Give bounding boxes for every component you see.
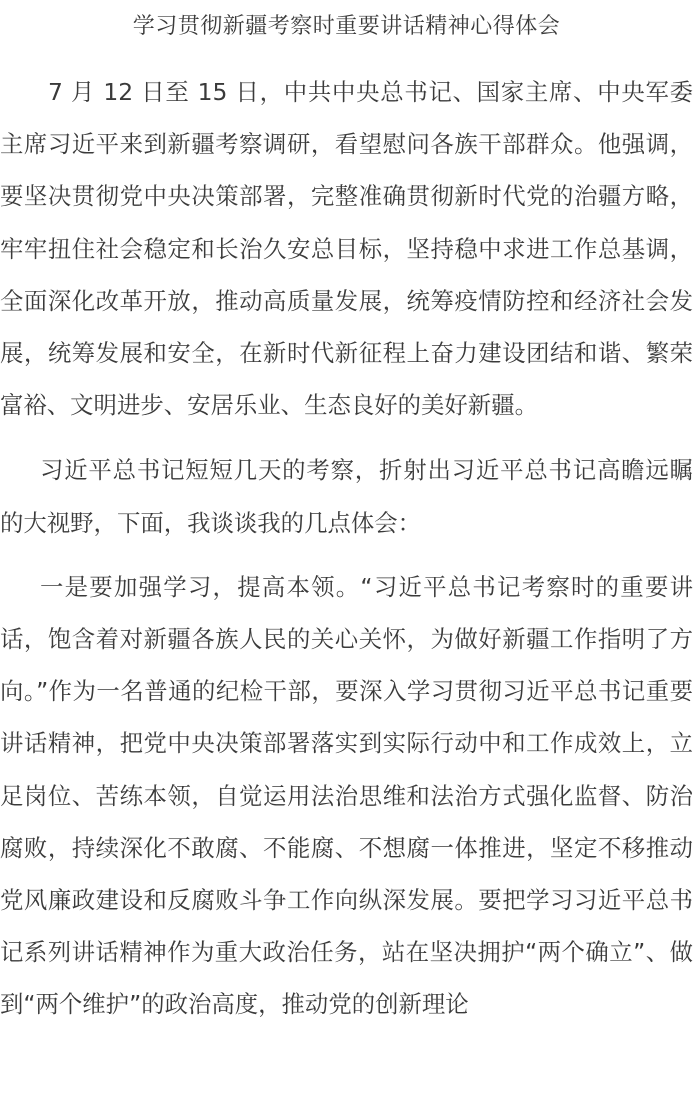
article-paragraph-3: 一是要加强学习，提高本领。“习近平总书记考察时的重要讲话，饱含着对新疆各族人民的关心关怀，为做好新疆工作指明了方向。”作为一名普通的纪检干部，要深入学习贯彻习近平总书记重要讲话精神，把党中央决策部署落实到实际行动中和工作成效上，立足岗位、苦练本领，自觉运用法治思维和法治方式强化监督、防治腐败，持续深化不敢腐、不能腐、不想腐一体推进，坚定不移推动党风廉政建设和反腐败斗争工作向纵深发展。要把学习习近平总书记系列讲话精神作为重大政治任务，站在坚决拥护“两个确立”、做到“两个维护”的政治高度，推动党的创新理论	[0, 572, 693, 1019]
article-title: 学习贯彻新疆考察时重要讲话精神心得体会	[132, 14, 561, 39]
article-paragraph-2: 习近平总书记短短几天的考察，折射出习近平总书记高瞻远瞩的大视野，下面，我谈谈我的几点体会：	[0, 456, 693, 537]
article-paragraph-1: 7 月 12 日至 15 日，中共中央总书记、国家主席、中央军委主席习近平来到新疆考察调研，看望慰问各族干部群众。他强调，要坚决贯彻党中央决策部署，完整准确贯彻新时代党的治疆方略，牢牢扭住社会稳定和长治久安总目标，坚持稳中求进工作总基调，全面深化改革开放，推动高质量发展，统筹疫情防控和经济社会发展，统筹发展和安全，在新时代新征程上奋力建设团结和谐、繁荣富裕、文明进步、安居乐业、生态良好的美好新疆。	[0, 78, 693, 420]
